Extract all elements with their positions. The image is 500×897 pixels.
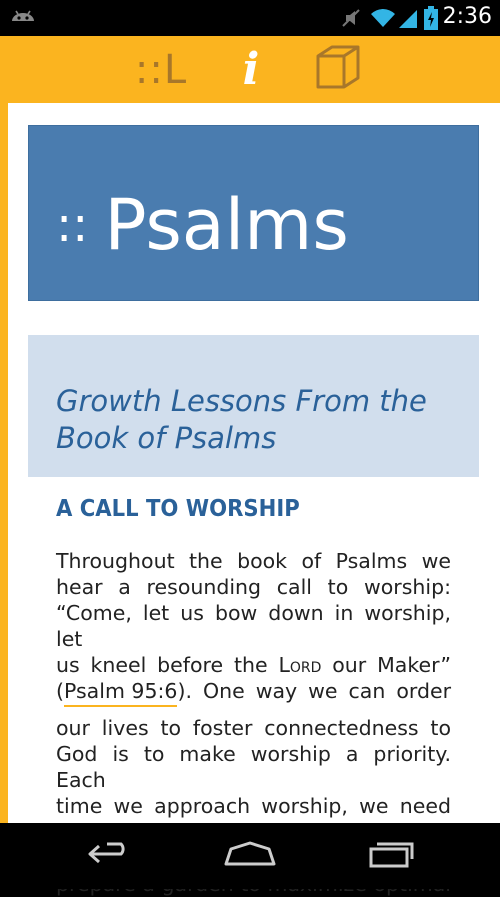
paragraph-line: God is to make worship a priority. Each [56, 742, 451, 792]
lord-smallcaps: Lord [278, 653, 322, 677]
paragraph-line [56, 678, 451, 707]
content-frame [0, 103, 500, 823]
paragraph-line: “Come, let us bow down in worship, let [56, 601, 451, 651]
scripture-link[interactable]: Psalm 95:6 [64, 679, 177, 707]
home-icon [223, 840, 277, 873]
recent-apps-icon [365, 839, 415, 874]
navigation-bar [0, 823, 500, 889]
home-button[interactable] [220, 839, 280, 873]
paragraph-line [56, 652, 451, 678]
back-icon [85, 840, 135, 873]
recent-apps-button[interactable] [360, 839, 420, 873]
signal-icon [397, 7, 419, 34]
info-button[interactable] [226, 36, 276, 103]
paragraph-text: our Maker” [321, 653, 451, 677]
page-subtitle: Growth Lessons From the Book of Psalms [56, 384, 427, 455]
status-clock: 2:36 [442, 4, 492, 29]
title-banner [28, 125, 479, 301]
toc-button[interactable] [130, 36, 192, 103]
android-icon [10, 7, 36, 34]
wifi-icon [370, 6, 396, 33]
app-toolbar [0, 36, 500, 103]
paragraph-line: hear a resounding call to worship: [56, 575, 451, 599]
box-button[interactable] [310, 36, 366, 103]
paragraph-text: ( [56, 679, 64, 703]
status-bar [0, 0, 500, 36]
paragraph-line: our lives to foster connectedness to [56, 716, 451, 740]
info-icon: i [242, 43, 260, 95]
mute-icon [340, 7, 362, 34]
toc-icon: ::L [134, 46, 188, 93]
paragraph-text: ). One way we can order [177, 679, 451, 703]
title-dots: :: [56, 197, 89, 253]
paragraph-text: us kneel before the [56, 653, 279, 677]
page-title-text: Psalms [104, 184, 349, 266]
back-button[interactable] [80, 839, 140, 873]
section-heading: A CALL TO WORSHIP [56, 496, 300, 522]
subtitle-box [28, 335, 479, 477]
page-title [56, 184, 349, 266]
content-area[interactable] [8, 103, 500, 823]
battery-icon [424, 6, 438, 35]
box-icon [314, 44, 362, 95]
paragraph-line: time we approach worship, we need [56, 794, 451, 818]
paragraph-line: Throughout the book of Psalms we [56, 549, 451, 573]
